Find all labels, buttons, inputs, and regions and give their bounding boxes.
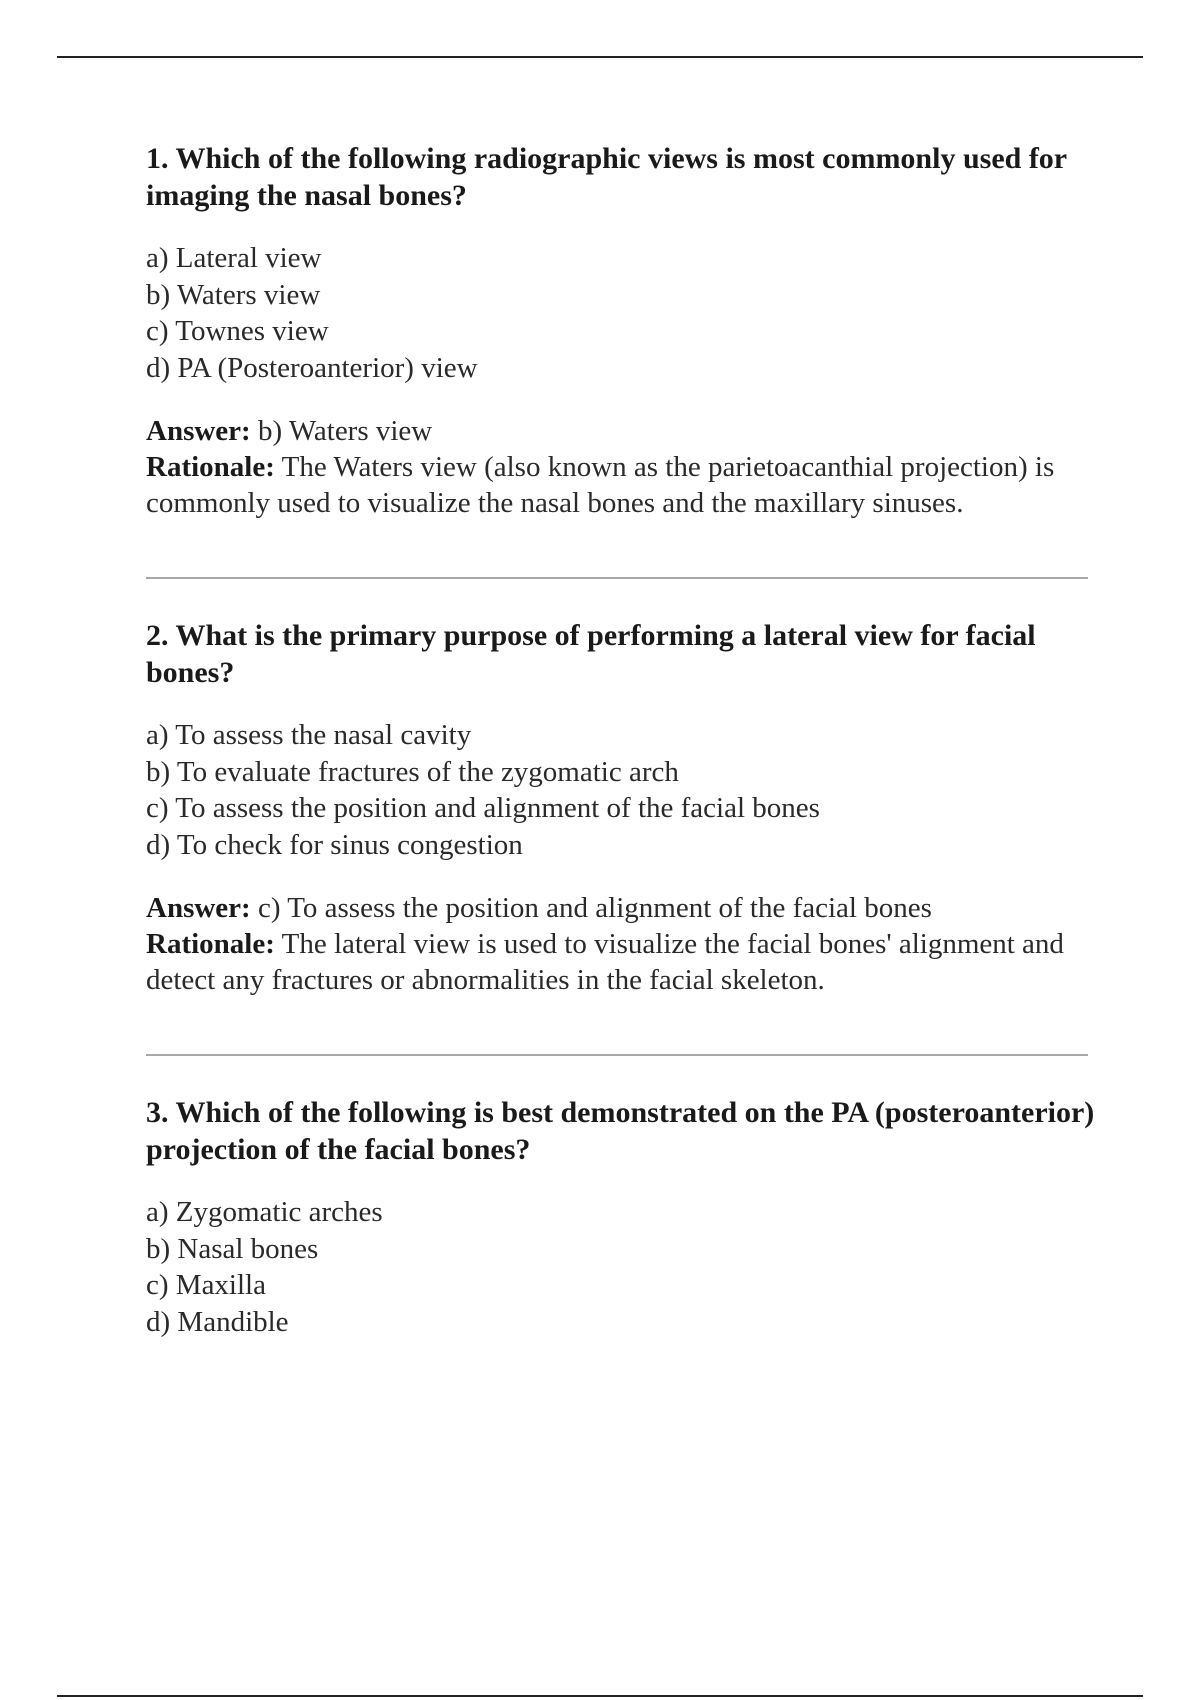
option-a: a) Zygomatic arches <box>146 1196 383 1228</box>
option-c: c) To assess the position and alignment of the facial bones <box>146 792 820 824</box>
option-b: b) Waters view <box>146 278 321 311</box>
options-list <box>146 240 1096 386</box>
option-d: d) PA (Posteroanterior) view <box>146 351 478 384</box>
answer-line <box>146 890 1096 926</box>
option-a: a) To assess the nasal cavity <box>146 719 472 751</box>
options-list <box>146 1194 1096 1340</box>
option-b: b) To evaluate fractures of the zygomatic arch <box>146 755 679 788</box>
question-block-1 <box>146 140 1096 521</box>
page-bottom-rule <box>57 1695 1143 1697</box>
question-text: Which of the following is best demonstrated on the PA (posteroanterior) projection of the facial bones? <box>146 1096 1095 1166</box>
options-list <box>146 717 1096 863</box>
question-heading <box>146 617 1096 691</box>
question-block-3 <box>146 1094 1096 1340</box>
answer-block <box>146 890 1096 998</box>
answer-label: Answer: <box>146 415 251 447</box>
question-number: 3. <box>146 1096 169 1129</box>
section-divider <box>146 577 1088 579</box>
question-heading <box>146 140 1096 214</box>
rationale-label: Rationale: <box>146 928 275 960</box>
rationale-line <box>146 926 1096 998</box>
quiz-content <box>146 140 1096 1340</box>
answer-label: Answer: <box>146 892 251 924</box>
question-number: 2. <box>146 619 169 652</box>
option-c: c) Maxilla <box>146 1269 266 1301</box>
option-d: d) Mandible <box>146 1305 289 1338</box>
page-top-rule <box>57 56 1143 58</box>
rationale-label: Rationale: <box>146 451 275 483</box>
option-b: b) Nasal bones <box>146 1232 319 1265</box>
question-text: Which of the following radiographic views is most commonly used for imaging the nasal bones? <box>146 142 1067 212</box>
question-text: What is the primary purpose of performing a lateral view for facial bones? <box>146 619 1036 689</box>
section-divider <box>146 1054 1088 1056</box>
option-a: a) Lateral view <box>146 242 322 274</box>
question-block-2 <box>146 617 1096 998</box>
answer-block <box>146 413 1096 521</box>
rationale-text: The lateral view is used to visualize the facial bones' alignment and detect any fractures or abnormalities in the facial skeleton. <box>146 928 1064 996</box>
answer-text: b) Waters view <box>257 415 433 447</box>
answer-line <box>146 413 1096 449</box>
option-d: d) To check for sinus congestion <box>146 828 523 861</box>
rationale-line <box>146 449 1096 521</box>
question-number: 1. <box>146 142 169 175</box>
option-c: c) Townes view <box>146 315 329 347</box>
answer-text: c) To assess the position and alignment of the facial bones <box>257 892 932 924</box>
question-heading <box>146 1094 1096 1168</box>
rationale-text: The Waters view (also known as the parietoacanthial projection) is commonly used to visualize the nasal bones and the maxillary sinuses. <box>146 451 1055 519</box>
